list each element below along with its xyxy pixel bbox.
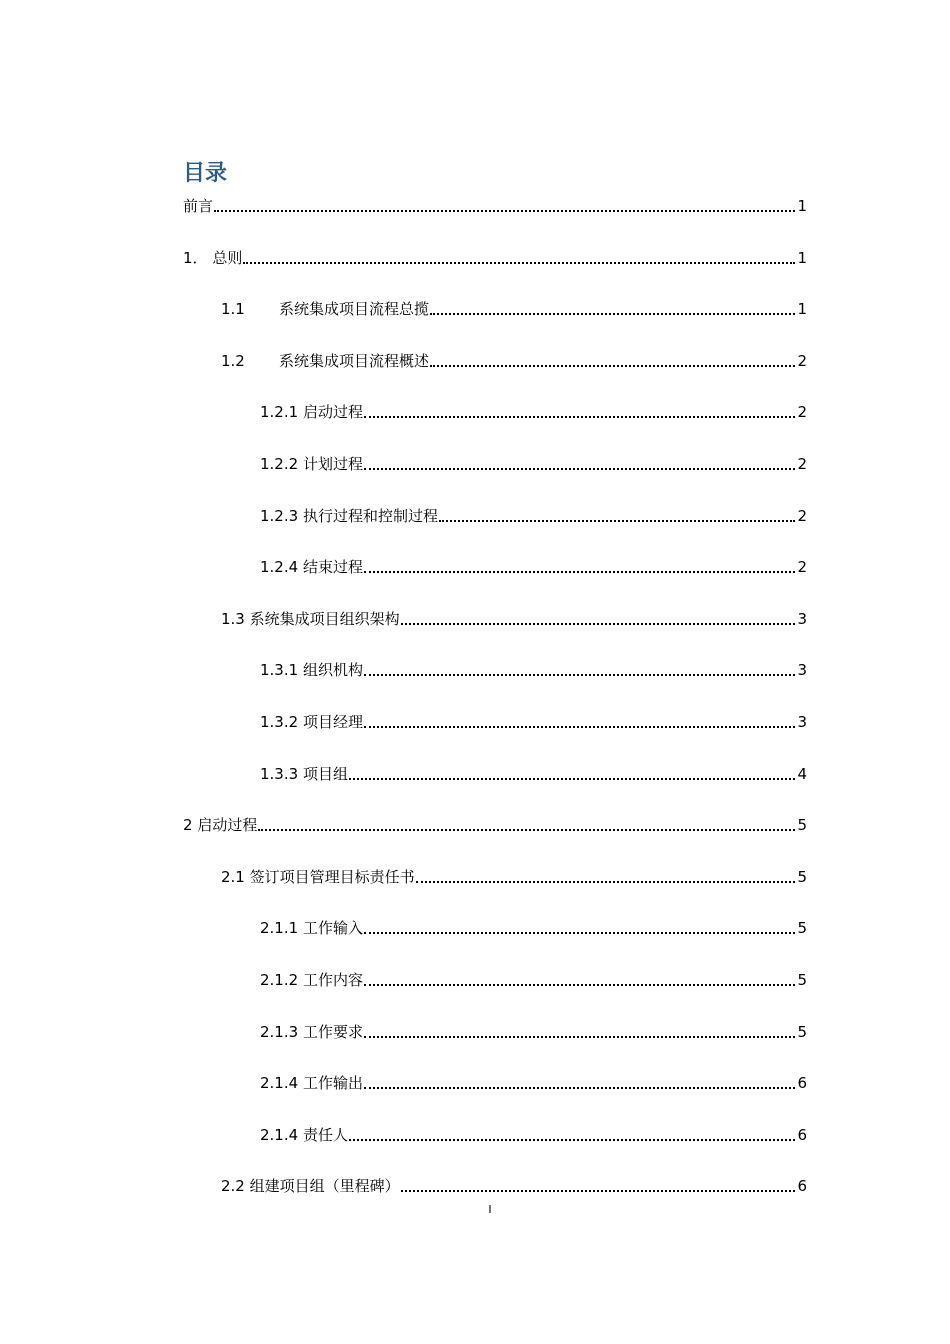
toc-entry-text: 工作内容 [302, 971, 363, 989]
toc-entry-number: 1.2.3 [260, 507, 299, 525]
toc-entry[interactable] [260, 450, 807, 474]
toc-entry-heading [260, 454, 363, 474]
toc-dot-leader [364, 932, 795, 934]
toc-entry[interactable] [221, 605, 807, 629]
toc-entry-text: 系统集成项目组织架构 [249, 610, 400, 628]
toc-entry[interactable] [183, 192, 807, 216]
toc-dot-leader [401, 1190, 796, 1192]
toc-entry-heading [260, 1073, 363, 1093]
toc-entry[interactable] [183, 244, 807, 268]
toc-entry-text: 总则 [212, 249, 243, 267]
footer-page-number: I [488, 1203, 492, 1216]
toc-entry[interactable] [260, 966, 807, 990]
toc-entry-number: 2.1.4 [260, 1074, 299, 1092]
toc-entry-heading [260, 918, 363, 938]
toc-entry-page: 2 [797, 507, 807, 525]
toc-entry-page: 6 [797, 1074, 807, 1092]
toc-entry-number: 1.2.4 [260, 558, 299, 576]
toc-entry-page: 2 [797, 455, 807, 473]
toc-entry-page: 3 [797, 610, 807, 628]
toc-entry-heading [221, 1176, 400, 1196]
toc-entry-number: 1.2.2 [260, 455, 299, 473]
toc-entry-page: 3 [797, 661, 807, 679]
toc-entry-heading [183, 248, 242, 268]
toc-entry-number: 2.1.3 [260, 1023, 299, 1041]
toc-entry-number: 1.3.2 [260, 713, 299, 731]
toc-entry-text: 组建项目组（里程碑） [249, 1177, 400, 1195]
toc-entry[interactable] [260, 398, 807, 422]
toc-entry[interactable] [260, 760, 807, 784]
toc-title: 目录 [183, 161, 228, 186]
toc-entry-number: 1.3.1 [260, 661, 299, 679]
toc-entry-page: 2 [797, 403, 807, 421]
toc-dot-leader [364, 571, 795, 573]
toc-entry-text: 结束过程 [302, 558, 363, 576]
toc-dot-leader [364, 1036, 795, 1038]
toc-entry-page: 5 [797, 1023, 807, 1041]
toc-entry-page: 2 [797, 352, 807, 370]
toc-entry-heading [260, 557, 363, 577]
toc-dot-leader [439, 520, 795, 522]
toc-dot-leader [349, 1139, 795, 1141]
toc-dot-leader [430, 365, 795, 367]
toc-dot-leader [401, 623, 796, 625]
toc-entry-heading [260, 764, 348, 784]
toc-entry-page: 5 [797, 971, 807, 989]
toc-entry[interactable] [183, 811, 807, 835]
toc-entry-heading [260, 712, 363, 732]
toc-entry[interactable] [260, 502, 807, 526]
toc-entry-page: 6 [797, 1126, 807, 1144]
toc-entry[interactable] [221, 1172, 807, 1196]
toc-dot-leader [243, 262, 795, 264]
toc-entry-number: 1． [183, 249, 208, 267]
toc-entry-text: 项目组 [302, 765, 348, 783]
toc-dot-leader [364, 468, 795, 470]
toc-entry-number: 2.2 [221, 1177, 245, 1195]
toc-entry-text: 项目经理 [302, 713, 363, 731]
toc-entry-page: 5 [797, 816, 807, 834]
toc-entry[interactable] [260, 1018, 807, 1042]
toc-dot-leader [364, 674, 795, 676]
toc-entry-page: 3 [797, 713, 807, 731]
toc-entry-heading [260, 1022, 363, 1042]
toc-entry-heading [221, 867, 415, 887]
toc-entry-heading [260, 660, 363, 680]
toc-dot-leader [364, 416, 795, 418]
toc-entry-page: 2 [797, 558, 807, 576]
toc-entry-text: 组织机构 [302, 661, 363, 679]
toc-entry-number: 1.2.1 [260, 403, 299, 421]
toc-entry-heading [221, 351, 429, 371]
toc-entry-number: 1.1 [221, 300, 245, 318]
toc-entry-number: 2.1.2 [260, 971, 299, 989]
toc-dot-leader [416, 881, 796, 883]
toc-dot-leader [258, 829, 795, 831]
toc-entry-text: 启动过程 [302, 403, 363, 421]
toc-dot-leader [349, 778, 795, 780]
toc-dot-leader [214, 210, 795, 212]
toc-entry-text: 系统集成项目流程概述 [279, 352, 430, 370]
toc-entry-heading [183, 815, 257, 835]
toc-entry[interactable] [260, 1121, 807, 1145]
toc-entry[interactable] [260, 656, 807, 680]
toc-entry-text: 工作输入 [302, 919, 363, 937]
toc-entry-heading [183, 196, 213, 216]
toc-entry-number: 1.2 [221, 352, 245, 370]
toc-entry[interactable] [260, 914, 807, 938]
toc-entry-text: 计划过程 [302, 455, 363, 473]
toc-entry-page: 1 [797, 197, 807, 215]
toc-entry-heading [260, 506, 438, 526]
toc-dot-leader [364, 1087, 795, 1089]
toc-entry-page: 4 [797, 765, 807, 783]
toc-dot-leader [364, 726, 795, 728]
toc-entry-heading [260, 1125, 348, 1145]
toc-entry-heading [260, 402, 363, 422]
toc-dot-leader [364, 984, 795, 986]
toc-entry-number: 2.1 [221, 868, 245, 886]
toc-entry-heading [221, 299, 429, 319]
toc-entry[interactable] [260, 553, 807, 577]
toc-entry-heading [221, 609, 400, 629]
toc-entry-page: 1 [797, 300, 807, 318]
toc-entry-page: 1 [797, 249, 807, 267]
toc-entry[interactable] [221, 295, 807, 319]
toc-entry-text: 启动过程 [197, 816, 258, 834]
toc-entry-text: 执行过程和控制过程 [302, 507, 438, 525]
toc-entry-number: 2 [183, 816, 193, 834]
toc-entry[interactable] [260, 1069, 807, 1093]
toc-entry-text: 签订项目管理目标责任书 [249, 868, 415, 886]
toc-entry[interactable] [221, 347, 807, 371]
toc-entry-text: 系统集成项目流程总揽 [279, 300, 430, 318]
toc-entry-text: 责任人 [302, 1126, 348, 1144]
toc-entry-page: 6 [797, 1177, 807, 1195]
toc-entry-text: 工作要求 [302, 1023, 363, 1041]
toc-entry-text: 前言 [183, 197, 214, 215]
toc-entry[interactable] [260, 708, 807, 732]
toc-entry-page: 5 [797, 868, 807, 886]
toc-entry-heading [260, 970, 363, 990]
toc-entry-number: 2.1.4 [260, 1126, 299, 1144]
toc-entry-number: 1.3.3 [260, 765, 299, 783]
toc-dot-leader [430, 313, 795, 315]
toc-entry[interactable] [221, 863, 807, 887]
toc-entry-number: 2.1.1 [260, 919, 299, 937]
toc-entry-text: 工作输出 [302, 1074, 363, 1092]
toc-entry-number: 1.3 [221, 610, 245, 628]
toc-entry-page: 5 [797, 919, 807, 937]
